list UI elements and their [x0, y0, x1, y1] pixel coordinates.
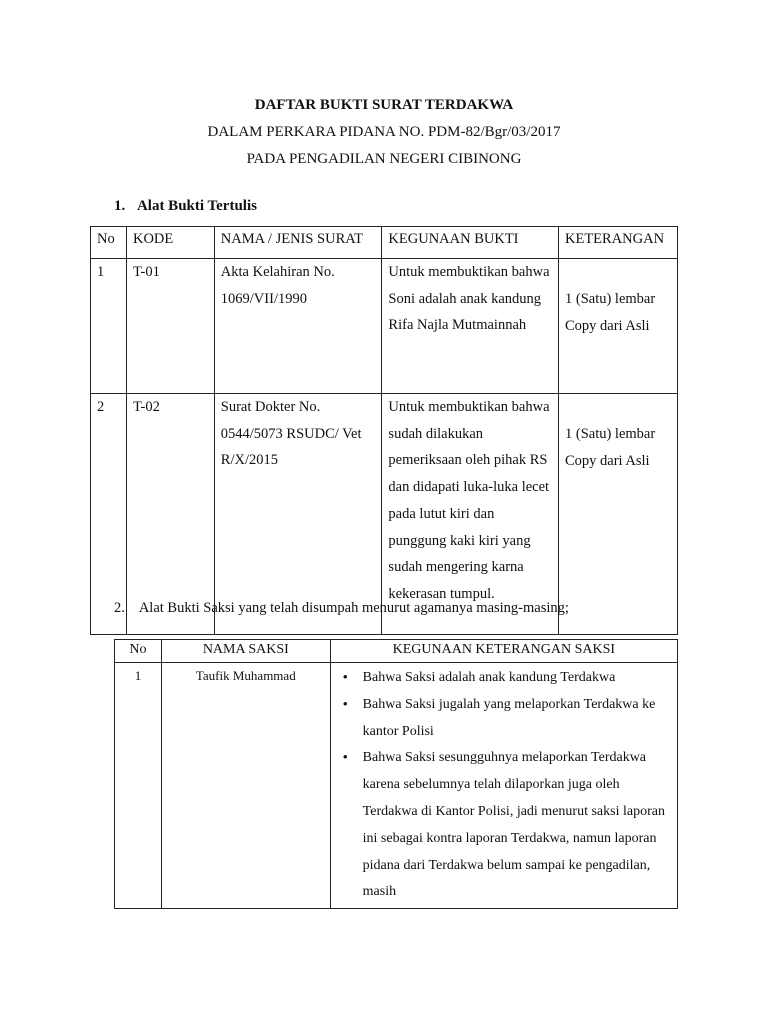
cell-nama-saksi: Taufik Muhammad [161, 663, 330, 909]
table-row [91, 259, 678, 394]
cell-keterangan: 1 (Satu) lembar Copy dari Asli [559, 394, 678, 635]
cell-kode: T-01 [126, 259, 214, 394]
section-1-title: Alat Bukti Tertulis [136, 198, 257, 214]
section-2-number: 2. [114, 600, 125, 616]
court-line: PADA PENGADILAN NEGERI CIBINONG [246, 151, 522, 167]
list-item: • Bahwa Saksi sesungguhnya melaporkan Terdakwa karena sebelumnya telah dilaporkan juga oleh Terdakwa di Kantor Polisi, jadi menurut saksi laporan ini sebagai kontra laporan Terdakwa, namun laporan pidana dari Terdakwa belum sampai ke pengadilan, masih [363, 745, 671, 906]
list-item: • Bahwa Saksi adalah anak kandung Terdakwa [363, 665, 671, 692]
cell-kegunaan: Untuk membuktikan bahwa sudah dilakukan pemeriksaan oleh pihak RS dan didapati luka-luka lecet pada lutut kiri dan punggung kaki kiri yang sudah mengering karna kekerasan tumpul. [382, 394, 559, 635]
column-header-nama: NAMA / JENIS SURAT [214, 227, 382, 259]
document-header [0, 92, 768, 173]
section-1-heading [114, 198, 257, 215]
column-header-kegunaan: KEGUNAAN BUKTI [382, 227, 559, 259]
table-row [115, 663, 678, 909]
table-header-row [115, 640, 678, 663]
column-header-nama-saksi: NAMA SAKSI [161, 640, 330, 663]
witness-table [114, 639, 678, 909]
column-header-kegunaan-saksi: KEGUNAAN KETERANGAN SAKSI [330, 640, 677, 663]
column-header-no: No [91, 227, 127, 259]
table-row [91, 394, 678, 635]
section-1-number: 1. [114, 198, 126, 214]
cell-nama: Surat Dokter No. 0544/5073 RSUDC/ Vet R/X/2015 [214, 394, 382, 635]
document-title: DAFTAR BUKTI SURAT TERDAKWA [254, 97, 514, 113]
case-number-line: DALAM PERKARA PIDANA NO. PDM-82/Bgr/03/2017 [207, 124, 561, 140]
cell-nama: Akta Kelahiran No. 1069/VII/1990 [214, 259, 382, 394]
table-header-row [91, 227, 678, 259]
testimony-list [337, 665, 671, 906]
section-2-heading [114, 600, 569, 617]
cell-no: 2 [91, 394, 127, 635]
column-header-kode: KODE [126, 227, 214, 259]
section-2-title: Alat Bukti Saksi yang telah disumpah menurut agamanya masing-masing; [138, 600, 569, 616]
cell-kegunaan: Untuk membuktikan bahwa Soni adalah anak kandung Rifa Najla Mutmainnah [382, 259, 559, 394]
list-item: • Bahwa Saksi jugalah yang melaporkan Terdakwa ke kantor Polisi [363, 692, 671, 746]
written-evidence-table [90, 226, 678, 635]
column-header-no: No [115, 640, 162, 663]
cell-kegunaan-saksi [330, 663, 677, 909]
cell-no: 1 [91, 259, 127, 394]
cell-no: 1 [115, 663, 162, 909]
cell-keterangan: 1 (Satu) lembar Copy dari Asli [559, 259, 678, 394]
cell-kode: T-02 [126, 394, 214, 635]
column-header-keterangan: KETERANGAN [559, 227, 678, 259]
